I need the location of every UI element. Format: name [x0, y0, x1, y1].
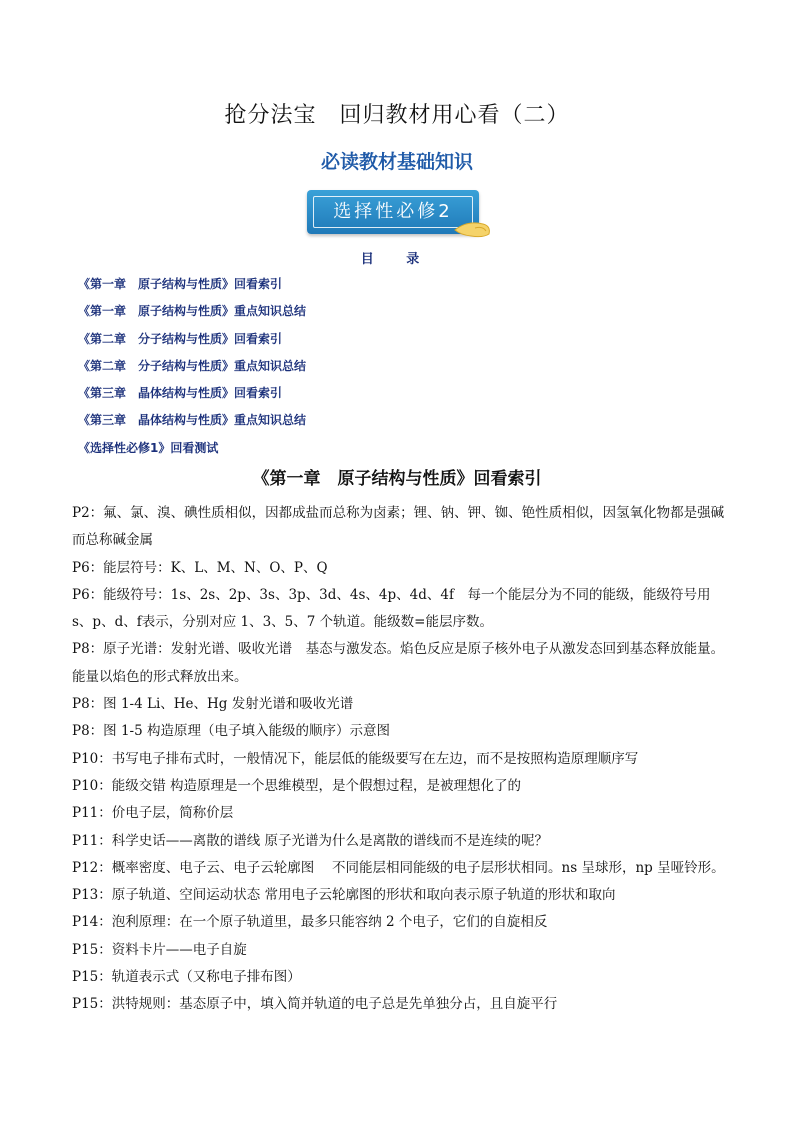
index-entry: P8：原子光谱：发射光谱、吸收光谱 基态与激发态。焰色反应是原子核外电子从激发态回到基态释放能量。能量以焰色的形式释放出来。: [72, 641, 725, 685]
toc-heading: 目 录: [360, 252, 434, 267]
index-entry: P8：图 1-4 Li、He、Hg 发射光谱和吸收光谱: [72, 696, 354, 713]
toc-item[interactable]: 《第一章 原子结构与性质》重点知识总结: [78, 304, 307, 319]
toc-item[interactable]: 《选择性必修1》回看测试: [78, 440, 219, 455]
index-entry: P11：价电子层，简称价层: [72, 805, 234, 822]
document-title: 抢分法宝 回归教材用心看（二）: [224, 103, 570, 128]
banner: [303, 186, 493, 240]
index-entry: P10：书写电子排布式时，一般情况下，能层低的能级要写在左边，而不是按照构造原理顺序写: [72, 750, 639, 767]
index-entry: P15：洪特规则：基态原子中，填入简并轨道的电子总是先单独分占，且自旋平行: [72, 996, 558, 1013]
index-entry: P6：能层符号：K、L、M、N、O、P、Q: [72, 559, 328, 576]
index-entry: P10：能级交错 构造原理是一个思维模型，是个假想过程，是被理想化了的: [72, 777, 522, 794]
toc-item[interactable]: 《第一章 原子结构与性质》回看索引: [78, 277, 283, 291]
index-entry: P8：图 1-5 构造原理（电子填入能级的顺序）示意图: [72, 723, 390, 740]
index-entry: P12：概率密度、电子云、电子云轮廓图 不同能层相同能级的电子层形状相同。ns 呈球形，np 呈哑铃形。: [72, 859, 725, 876]
index-entry: P11：科学史话——离散的谱线 原子光谱为什么是离散的谱线而不是连续的呢？: [72, 832, 549, 849]
toc-item[interactable]: 《第二章 分子结构与性质》回看索引: [78, 331, 283, 346]
index-entry: P13：原子轨道、空间运动状态 常用电子云轮廓图的形状和取向表示原子轨道的形状和取向: [72, 887, 616, 904]
section-title: 《第一章 原子结构与性质》回看索引: [252, 469, 542, 489]
banner-label: 选择性必修2: [333, 201, 453, 222]
index-entry: P14：泡利原理：在一个原子轨道里，最多只能容纳 2 个电子，它们的自旋相反: [72, 914, 548, 931]
index-entry: P6：能级符号：1s、2s、2p、3s、3p、3d、4s、4p、4d、4f 每一个能层分为不同的能级，能级符号用 s、p、d、f表示，分别对应 1、3、5、7 个轨道。能级数=能层序数。: [72, 586, 711, 631]
scroll-curl-icon: [453, 216, 493, 240]
toc-item[interactable]: 《第三章 晶体结构与性质》回看索引: [78, 386, 283, 401]
index-entry: P15：资料卡片——电子自旋: [72, 941, 247, 958]
section-body: [72, 500, 732, 1019]
index-entry: P2：氟、氯、溴、碘性质相似，因都成盐而总称为卤素；锂、钠、钾、铷、铯性质相似，因氢氧化物都是强碱而总称碱金属: [72, 505, 725, 549]
toc-item[interactable]: 《第三章 晶体结构与性质》重点知识总结: [78, 413, 307, 428]
document-subtitle: 必读教材基础知识: [320, 151, 473, 173]
index-entry: P15：轨道表示式（又称电子排布图）: [72, 969, 301, 986]
toc-item[interactable]: 《第二章 分子结构与性质》重点知识总结: [78, 358, 307, 373]
table-of-contents: [78, 274, 306, 465]
